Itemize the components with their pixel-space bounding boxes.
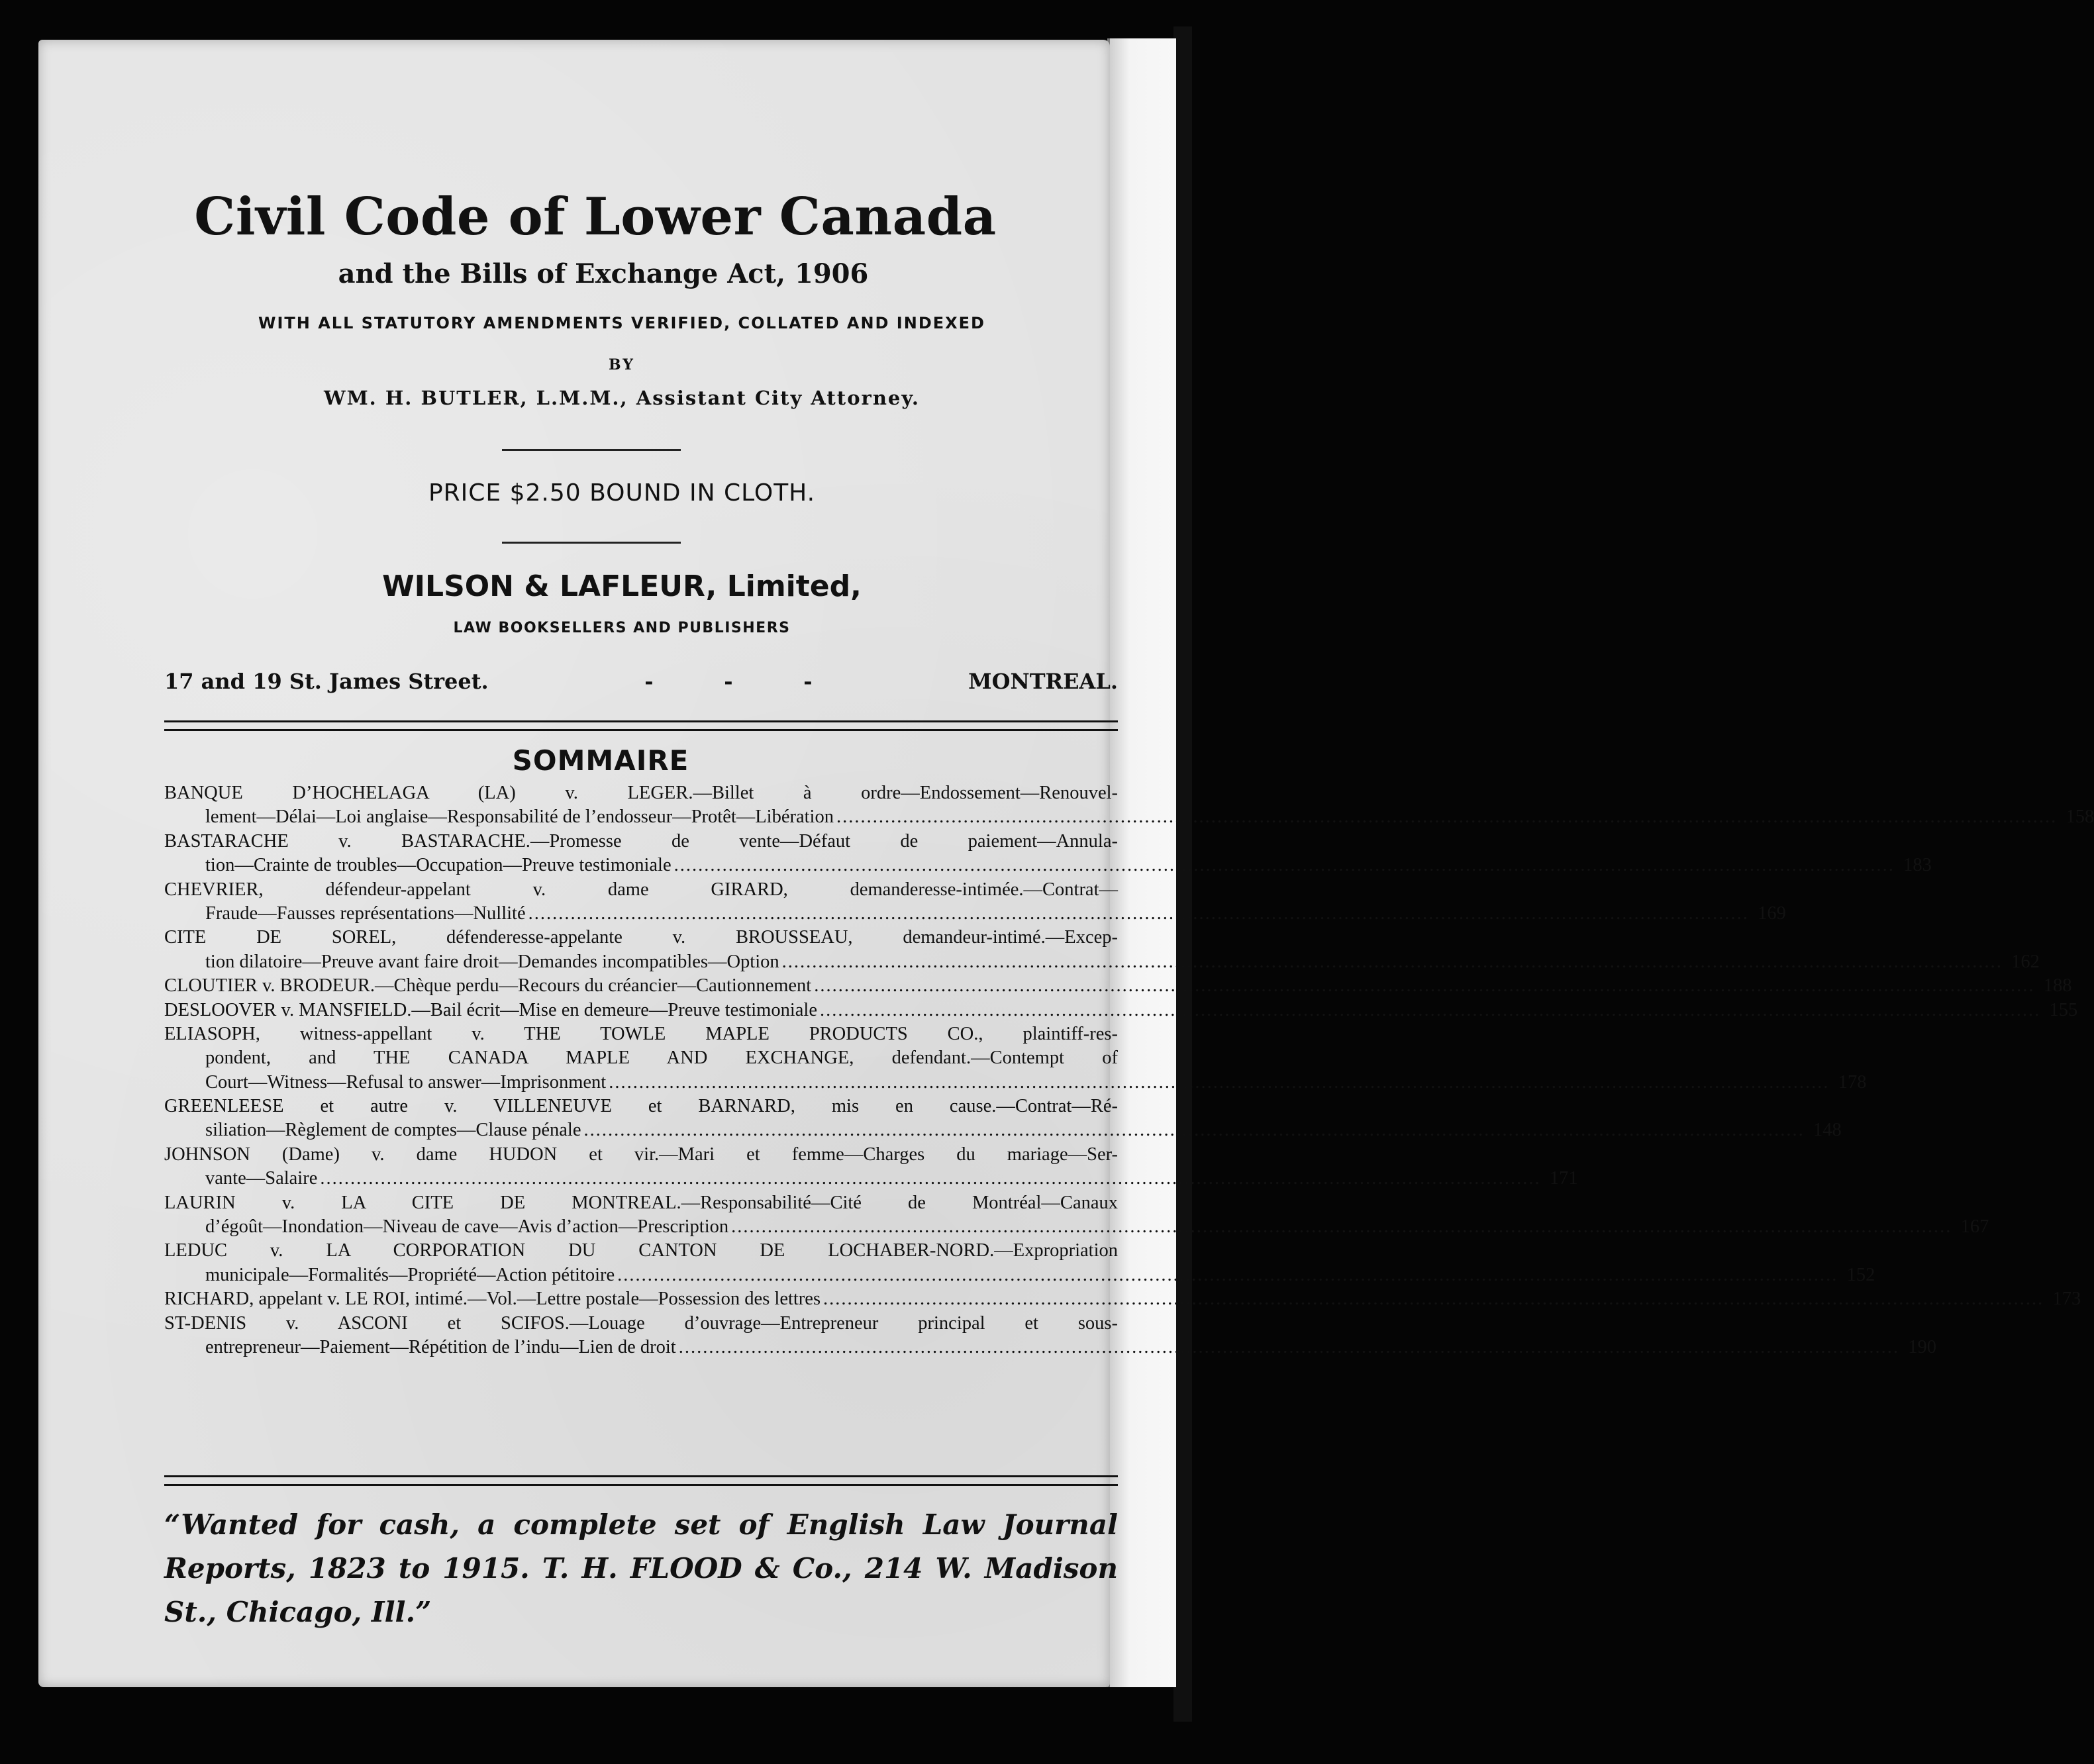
double-rule	[164, 720, 1118, 731]
dot-leader	[814, 974, 2034, 998]
dot-leader	[820, 999, 2040, 1022]
sommaire-line-text: BASTARACHE v. BASTARACHE.—Promesse de vente—Défaut de paiement—Annula-	[164, 830, 1118, 852]
wanted-advertisement: “Wanted for cash, a complete set of English Law Journal Reports, 1823 to 1915. T. H. FLOOD & Co., 214 W. Madison St., Chicago, Ill.”	[164, 1508, 1118, 1628]
book-subtitle: and the Bills of Exchange Act, 1906	[338, 258, 869, 289]
page-number: 183	[1903, 855, 1932, 876]
double-rule	[164, 1475, 1118, 1486]
sommaire-line	[164, 1312, 1118, 1336]
sommaire-line-text: Fraude—Fausses représentations—Nullité	[205, 903, 526, 924]
statutory-note: WITH ALL STATUTORY AMENDMENTS VERIFIED, COLLATED AND INDEXED	[258, 314, 985, 332]
sommaire-line	[164, 781, 1118, 805]
page-number: 148	[1813, 1120, 1842, 1141]
street-address: 17 and 19 St. James Street.	[164, 669, 489, 694]
sommaire-line	[164, 830, 1118, 854]
dot-leader	[679, 1336, 1899, 1359]
price-line: PRICE $2.50 BOUND IN CLOTH.	[428, 479, 816, 507]
sommaire-line	[164, 974, 2072, 998]
sommaire-line-text: DESLOOVER v. MANSFIELD.—Bail écrit—Mise en demeure—Preuve testimoniale	[164, 999, 817, 1020]
page-number: 173	[2052, 1289, 2081, 1310]
dot-leader	[528, 902, 1749, 926]
sommaire-line-text: Court—Witness—Refusal to answer—Imprisonment	[205, 1071, 607, 1093]
sommaire-line-text: d’égoût—Inondation—Niveau de cave—Avis d’action—Prescription	[205, 1216, 729, 1238]
sommaire-line-text: ELIASOPH, witness-appellant v. THE TOWLE MAPLE PRODUCTS CO., plaintiff-res-	[164, 1023, 1118, 1044]
sommaire-heading: SOMMAIRE	[512, 744, 689, 777]
sommaire-line	[164, 902, 1786, 926]
sommaire-line	[164, 878, 1118, 902]
page-number: 167	[1960, 1216, 1989, 1238]
sommaire-line	[164, 1239, 1118, 1263]
page-number: 190	[1908, 1336, 1936, 1357]
dot-leader	[731, 1215, 1952, 1239]
sommaire-line-text: JOHNSON (Dame) v. dame HUDON et vir.—Mari et femme—Charges du mariage—Ser-	[164, 1144, 1118, 1165]
book-title: Civil Code of Lower Canada	[194, 187, 997, 247]
dot-leader	[836, 805, 2057, 829]
page-number: 155	[2049, 999, 2078, 1020]
sommaire-line-text: CITE DE SOREL, défenderesse-appelante v. BROUSSEAU, demandeur-intimé.—Excep-	[164, 927, 1118, 948]
sommaire-line	[164, 926, 1118, 950]
publisher-description: LAW BOOKSELLERS AND PUBLISHERS	[453, 620, 791, 636]
page-number: 178	[1838, 1071, 1867, 1093]
dot-leader	[583, 1118, 1804, 1142]
page-number: 188	[2043, 975, 2072, 997]
publisher-name: WILSON & LAFLEUR, Limited,	[382, 569, 862, 603]
divider-rule	[502, 449, 681, 451]
sommaire-line	[164, 1215, 1989, 1239]
sommaire-line	[164, 1287, 2081, 1311]
dot-leader	[617, 1263, 1838, 1287]
sommaire-line	[164, 1118, 1842, 1142]
sommaire-line	[164, 1143, 1118, 1167]
dot-leader	[823, 1287, 2044, 1311]
sommaire-line-text: municipale—Formalités—Propriété—Action pétitoire	[205, 1264, 615, 1285]
dash: -	[803, 669, 813, 694]
sommaire-line-text: siliation—Règlement de comptes—Clause pénale	[205, 1120, 581, 1141]
sommaire-line	[164, 1191, 1118, 1215]
sommaire-line-text: lement—Délai—Loi anglaise—Responsabilité de l’endosseur—Protêt—Libération	[205, 807, 834, 828]
sommaire-line-text: pondent, and THE CANADA MAPLE AND EXCHANGE, defendant.—Contempt of	[205, 1048, 1118, 1069]
page-number: 169	[1758, 903, 1786, 924]
sommaire-line-text: tion—Crainte de troubles—Occupation—Preuve testimoniale	[205, 855, 672, 876]
by-line: BY	[609, 356, 635, 373]
dash: -	[724, 669, 733, 694]
sommaire-line	[164, 854, 1932, 877]
book-cover-page	[38, 40, 2094, 1687]
sommaire-line-text: GREENLEESE et autre v. VILLENEUVE et BARNARD, mis en cause.—Contrat—Ré-	[164, 1096, 1118, 1117]
sommaire-line-text: LEDUC v. LA CORPORATION DU CANTON DE LOCHABER-NORD.—Expropriation	[164, 1240, 1118, 1261]
divider-rule	[502, 542, 681, 544]
sommaire-line-text: CHEVRIER, défendeur-appelant v. dame GIRARD, demanderesse-intimée.—Contrat—	[164, 879, 1118, 900]
sommaire-line	[164, 805, 2094, 829]
page-number: 152	[1846, 1264, 1875, 1285]
sommaire-line-text: BANQUE D’HOCHELAGA (LA) v. LEGER.—Billet à ordre—Endossement—Renouvel-	[164, 783, 1118, 803]
dot-leader	[782, 950, 2003, 974]
publisher-address-row	[164, 669, 1118, 694]
sommaire-line	[164, 1095, 1118, 1118]
sommaire-line	[164, 1046, 1118, 1070]
dot-leader	[609, 1071, 1829, 1095]
dot-leader	[674, 854, 1895, 877]
dot-leader	[320, 1167, 1540, 1191]
sommaire-line	[164, 950, 2040, 974]
sommaire-line-text: CLOUTIER v. BRODEUR.—Chèque perdu—Recours du créancier—Cautionnement	[164, 975, 812, 997]
page-number: 158	[2066, 807, 2094, 828]
sommaire-line	[164, 1336, 1936, 1359]
sommaire-entries	[164, 781, 2094, 1359]
sommaire-line	[164, 1263, 1875, 1287]
author-line: WM. H. BUTLER, L.M.M., Assistant City Attorney.	[324, 387, 920, 409]
sommaire-line-text: vante—Salaire	[205, 1168, 318, 1189]
sommaire-line-text: RICHARD, appelant v. LE ROI, intimé.—Vol.—Lettre postale—Possession des lettres	[164, 1289, 821, 1310]
city: MONTREAL.	[968, 669, 1118, 694]
sommaire-line-text: LAURIN v. LA CITE DE MONTREAL.—Responsabilité—Cité de Montréal—Canaux	[164, 1192, 1118, 1213]
page-number: 162	[2011, 951, 2040, 972]
sommaire-line-text: entrepreneur—Paiement—Répétition de l’indu—Lien de droit	[205, 1336, 676, 1357]
sommaire-line	[164, 999, 2078, 1022]
sommaire-line	[164, 1022, 1118, 1046]
sommaire-line-text: ST-DENIS v. ASCONI et SCIFOS.—Louage d’ouvrage—Entrepreneur principal et sous-	[164, 1312, 1118, 1334]
sommaire-line	[164, 1167, 1578, 1191]
address-dashes	[609, 669, 848, 694]
page-number: 171	[1549, 1168, 1578, 1189]
sommaire-line	[164, 1071, 1867, 1095]
dash: -	[644, 669, 654, 694]
sommaire-line-text: tion dilatoire—Preuve avant faire droit—Demandes incompatibles—Option	[205, 951, 779, 972]
